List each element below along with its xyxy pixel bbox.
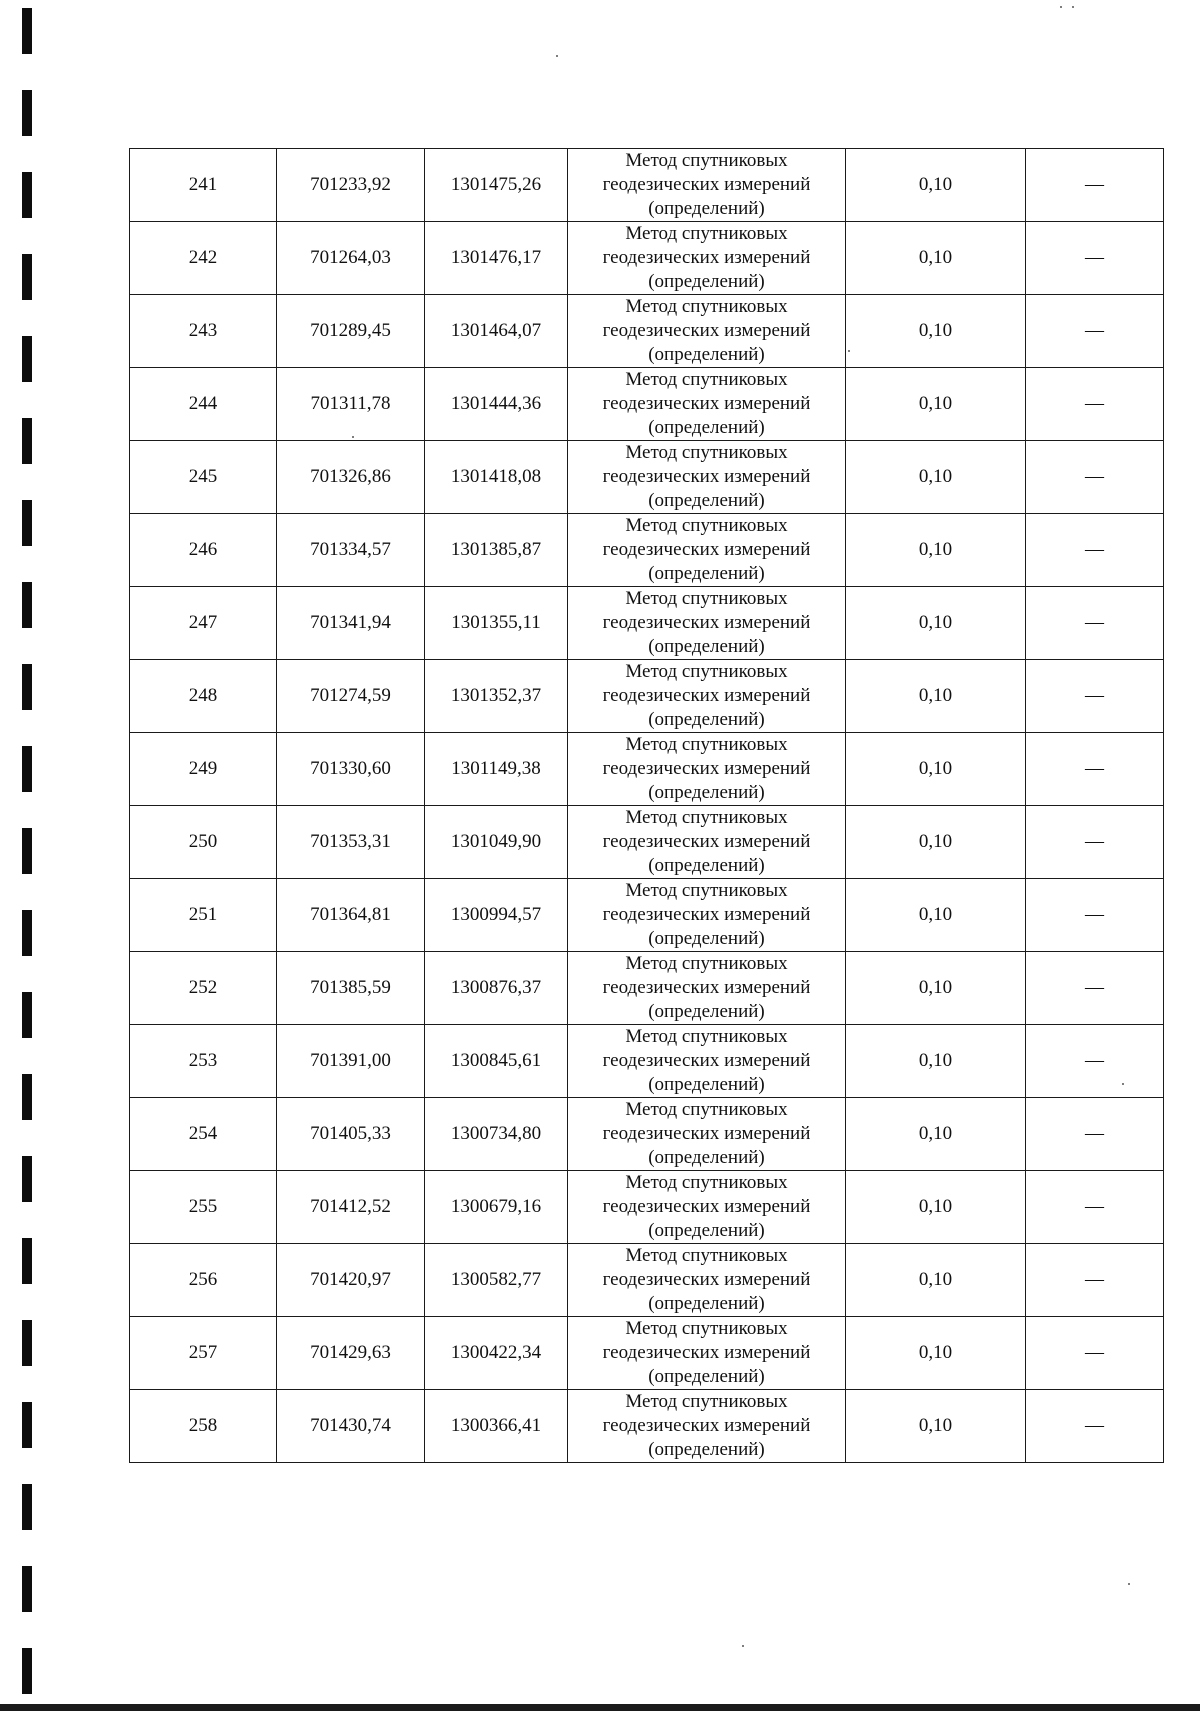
point-number-cell: 251: [130, 879, 277, 952]
accuracy-cell: 0,10: [846, 1171, 1026, 1244]
method-cell: [568, 149, 846, 222]
method-line-2: геодезических измерений: [602, 612, 811, 633]
binding-hole-mark: [22, 1484, 32, 1530]
table-row: [130, 1390, 1164, 1463]
method-line-2: геодезических измерений: [602, 1342, 811, 1363]
description-cell: —: [1026, 1171, 1164, 1244]
description-cell: —: [1026, 149, 1164, 222]
x-coordinate-cell: 701334,57: [277, 514, 425, 587]
point-number-cell: 253: [130, 1025, 277, 1098]
table-row: [130, 1171, 1164, 1244]
method-line-1: Метод спутниковых: [625, 807, 788, 828]
point-number-cell: 247: [130, 587, 277, 660]
method-line-3: (определений): [648, 490, 765, 511]
method-line-3: (определений): [648, 782, 765, 803]
method-line-3: (определений): [648, 1220, 765, 1241]
method-line-1: Метод спутниковых: [625, 1172, 788, 1193]
description-cell: —: [1026, 879, 1164, 952]
point-number-cell: 243: [130, 295, 277, 368]
method-line-3: (определений): [648, 928, 765, 949]
accuracy-cell: 0,10: [846, 660, 1026, 733]
description-cell: —: [1026, 514, 1164, 587]
method-line-3: (определений): [648, 198, 765, 219]
description-cell: —: [1026, 952, 1164, 1025]
y-coordinate-cell: 1301444,36: [425, 368, 568, 441]
method-line-1: Метод спутниковых: [625, 1099, 788, 1120]
method-line-3: (определений): [648, 1366, 765, 1387]
method-line-3: (определений): [648, 1147, 765, 1168]
accuracy-cell: 0,10: [846, 806, 1026, 879]
x-coordinate-cell: 701430,74: [277, 1390, 425, 1463]
binding-hole-mark: [22, 172, 32, 218]
point-number-cell: 257: [130, 1317, 277, 1390]
method-line-1: Метод спутниковых: [625, 150, 788, 171]
method-cell: [568, 587, 846, 660]
table-row: [130, 295, 1164, 368]
point-number-cell: 256: [130, 1244, 277, 1317]
x-coordinate-cell: 701289,45: [277, 295, 425, 368]
description-cell: —: [1026, 1390, 1164, 1463]
coordinates-table-body: [130, 149, 1164, 1463]
y-coordinate-cell: 1301475,26: [425, 149, 568, 222]
method-line-2: геодезических измерений: [602, 393, 811, 414]
y-coordinate-cell: 1300679,16: [425, 1171, 568, 1244]
x-coordinate-cell: 701420,97: [277, 1244, 425, 1317]
accuracy-cell: 0,10: [846, 733, 1026, 806]
accuracy-cell: 0,10: [846, 1390, 1026, 1463]
method-line-2: геодезических измерений: [602, 1415, 811, 1436]
method-cell: [568, 514, 846, 587]
table-row: [130, 1317, 1164, 1390]
y-coordinate-cell: 1300422,34: [425, 1317, 568, 1390]
x-coordinate-cell: 701412,52: [277, 1171, 425, 1244]
table-row: [130, 149, 1164, 222]
method-cell: [568, 1098, 846, 1171]
method-line-2: геодезических измерений: [602, 1196, 811, 1217]
binding-hole-mark: [22, 1320, 32, 1366]
binding-hole-mark: [22, 992, 32, 1038]
method-cell: [568, 1390, 846, 1463]
method-line-1: Метод спутниковых: [625, 369, 788, 390]
binding-hole-mark: [22, 1402, 32, 1448]
method-line-2: геодезических измерений: [602, 1050, 811, 1071]
method-cell: [568, 1317, 846, 1390]
binding-hole-mark: [22, 746, 32, 792]
accuracy-cell: 0,10: [846, 1244, 1026, 1317]
table-row: [130, 441, 1164, 514]
binding-hole-mark: [22, 418, 32, 464]
method-line-1: Метод спутниковых: [625, 953, 788, 974]
x-coordinate-cell: 701330,60: [277, 733, 425, 806]
method-cell: [568, 295, 846, 368]
binding-hole-mark: [22, 664, 32, 710]
scan-speck: [1128, 1583, 1130, 1585]
accuracy-cell: 0,10: [846, 879, 1026, 952]
method-line-2: геодезических измерений: [602, 539, 811, 560]
binding-hole-mark: [22, 1566, 32, 1612]
method-line-2: геодезических измерений: [602, 174, 811, 195]
method-line-1: Метод спутниковых: [625, 442, 788, 463]
description-cell: —: [1026, 222, 1164, 295]
binding-hole-mark: [22, 582, 32, 628]
point-number-cell: 258: [130, 1390, 277, 1463]
description-cell: —: [1026, 1244, 1164, 1317]
x-coordinate-cell: 701429,63: [277, 1317, 425, 1390]
binding-hole-mark: [22, 910, 32, 956]
point-number-cell: 255: [130, 1171, 277, 1244]
point-number-cell: 252: [130, 952, 277, 1025]
scan-speck: [352, 436, 354, 438]
x-coordinate-cell: 701364,81: [277, 879, 425, 952]
table-row: [130, 660, 1164, 733]
description-cell: —: [1026, 806, 1164, 879]
scan-bottom-edge: [0, 1704, 1200, 1711]
accuracy-cell: 0,10: [846, 222, 1026, 295]
accuracy-cell: 0,10: [846, 149, 1026, 222]
x-coordinate-cell: 701385,59: [277, 952, 425, 1025]
binding-hole-mark: [22, 336, 32, 382]
method-cell: [568, 660, 846, 733]
method-line-1: Метод спутниковых: [625, 734, 788, 755]
accuracy-cell: 0,10: [846, 1317, 1026, 1390]
accuracy-cell: 0,10: [846, 514, 1026, 587]
description-cell: —: [1026, 368, 1164, 441]
binding-hole-mark: [22, 1238, 32, 1284]
method-line-1: Метод спутниковых: [625, 1026, 788, 1047]
y-coordinate-cell: 1301355,11: [425, 587, 568, 660]
method-line-3: (определений): [648, 417, 765, 438]
description-cell: —: [1026, 1317, 1164, 1390]
y-coordinate-cell: 1301149,38: [425, 733, 568, 806]
method-line-3: (определений): [648, 1001, 765, 1022]
description-cell: —: [1026, 660, 1164, 733]
accuracy-cell: 0,10: [846, 952, 1026, 1025]
x-coordinate-cell: 701326,86: [277, 441, 425, 514]
method-line-1: Метод спутниковых: [625, 1318, 788, 1339]
table-row: [130, 952, 1164, 1025]
method-line-3: (определений): [648, 709, 765, 730]
point-number-cell: 242: [130, 222, 277, 295]
x-coordinate-cell: 701233,92: [277, 149, 425, 222]
table-row: [130, 879, 1164, 952]
binding-hole-mark: [22, 500, 32, 546]
point-number-cell: 241: [130, 149, 277, 222]
scan-speck: [848, 350, 850, 352]
method-cell: [568, 368, 846, 441]
point-number-cell: 254: [130, 1098, 277, 1171]
coordinates-table: [129, 148, 1164, 1463]
binding-hole-mark: [22, 90, 32, 136]
accuracy-cell: 0,10: [846, 587, 1026, 660]
point-number-cell: 245: [130, 441, 277, 514]
binding-hole-mark: [22, 1074, 32, 1120]
x-coordinate-cell: 701341,94: [277, 587, 425, 660]
accuracy-cell: 0,10: [846, 368, 1026, 441]
y-coordinate-cell: 1301049,90: [425, 806, 568, 879]
method-line-2: геодезических измерений: [602, 247, 811, 268]
method-cell: [568, 222, 846, 295]
y-coordinate-cell: 1301464,07: [425, 295, 568, 368]
point-number-cell: 249: [130, 733, 277, 806]
method-line-3: (определений): [648, 344, 765, 365]
table-row: [130, 1098, 1164, 1171]
point-number-cell: 244: [130, 368, 277, 441]
method-line-1: Метод спутниковых: [625, 1245, 788, 1266]
binding-hole-mark: [22, 254, 32, 300]
accuracy-cell: 0,10: [846, 295, 1026, 368]
table-row: [130, 587, 1164, 660]
scan-speck: [1072, 6, 1074, 8]
description-cell: —: [1026, 733, 1164, 806]
method-line-1: Метод спутниковых: [625, 588, 788, 609]
y-coordinate-cell: 1301385,87: [425, 514, 568, 587]
description-cell: —: [1026, 1025, 1164, 1098]
method-line-2: геодезических измерений: [602, 1123, 811, 1144]
scan-speck: [742, 1645, 744, 1647]
y-coordinate-cell: 1300734,80: [425, 1098, 568, 1171]
method-cell: [568, 879, 846, 952]
method-cell: [568, 806, 846, 879]
scan-speck: [1122, 1083, 1124, 1085]
x-coordinate-cell: 701353,31: [277, 806, 425, 879]
accuracy-cell: 0,10: [846, 441, 1026, 514]
binding-hole-mark: [22, 8, 32, 54]
method-line-2: геодезических измерений: [602, 831, 811, 852]
x-coordinate-cell: 701264,03: [277, 222, 425, 295]
table-row: [130, 222, 1164, 295]
method-cell: [568, 1244, 846, 1317]
method-line-1: Метод спутниковых: [625, 515, 788, 536]
method-cell: [568, 1171, 846, 1244]
accuracy-cell: 0,10: [846, 1098, 1026, 1171]
binding-hole-mark: [22, 1648, 32, 1694]
method-cell: [568, 441, 846, 514]
method-line-2: геодезических измерений: [602, 904, 811, 925]
method-line-2: геодезических измерений: [602, 466, 811, 487]
y-coordinate-cell: 1301352,37: [425, 660, 568, 733]
y-coordinate-cell: 1300366,41: [425, 1390, 568, 1463]
description-cell: —: [1026, 587, 1164, 660]
point-number-cell: 250: [130, 806, 277, 879]
method-line-1: Метод спутниковых: [625, 880, 788, 901]
method-line-3: (определений): [648, 855, 765, 876]
method-line-1: Метод спутниковых: [625, 223, 788, 244]
method-cell: [568, 733, 846, 806]
scan-speck: [1060, 6, 1062, 8]
point-number-cell: 246: [130, 514, 277, 587]
method-line-1: Метод спутниковых: [625, 1391, 788, 1412]
table-row: [130, 1025, 1164, 1098]
table-row: [130, 514, 1164, 587]
method-line-1: Метод спутниковых: [625, 661, 788, 682]
table-row: [130, 368, 1164, 441]
y-coordinate-cell: 1301418,08: [425, 441, 568, 514]
binding-hole-mark: [22, 828, 32, 874]
description-cell: —: [1026, 295, 1164, 368]
method-line-3: (определений): [648, 636, 765, 657]
method-line-3: (определений): [648, 1074, 765, 1095]
method-line-3: (определений): [648, 271, 765, 292]
method-line-1: Метод спутниковых: [625, 296, 788, 317]
point-number-cell: 248: [130, 660, 277, 733]
method-line-3: (определений): [648, 1293, 765, 1314]
method-line-3: (определений): [648, 1439, 765, 1460]
accuracy-cell: 0,10: [846, 1025, 1026, 1098]
method-line-2: геодезических измерений: [602, 977, 811, 998]
x-coordinate-cell: 701274,59: [277, 660, 425, 733]
x-coordinate-cell: 701405,33: [277, 1098, 425, 1171]
binding-holes-strip: [0, 0, 60, 1711]
y-coordinate-cell: 1300845,61: [425, 1025, 568, 1098]
table-row: [130, 1244, 1164, 1317]
y-coordinate-cell: 1300876,37: [425, 952, 568, 1025]
y-coordinate-cell: 1301476,17: [425, 222, 568, 295]
y-coordinate-cell: 1300994,57: [425, 879, 568, 952]
method-line-2: геодезических измерений: [602, 685, 811, 706]
method-line-2: геодезических измерений: [602, 758, 811, 779]
scan-speck: [556, 55, 558, 57]
binding-hole-mark: [22, 1156, 32, 1202]
y-coordinate-cell: 1300582,77: [425, 1244, 568, 1317]
method-line-3: (определений): [648, 563, 765, 584]
table-row: [130, 733, 1164, 806]
x-coordinate-cell: 701311,78: [277, 368, 425, 441]
table-row: [130, 806, 1164, 879]
method-line-2: геодезических измерений: [602, 1269, 811, 1290]
method-line-2: геодезических измерений: [602, 320, 811, 341]
x-coordinate-cell: 701391,00: [277, 1025, 425, 1098]
description-cell: —: [1026, 1098, 1164, 1171]
method-cell: [568, 952, 846, 1025]
method-cell: [568, 1025, 846, 1098]
description-cell: —: [1026, 441, 1164, 514]
